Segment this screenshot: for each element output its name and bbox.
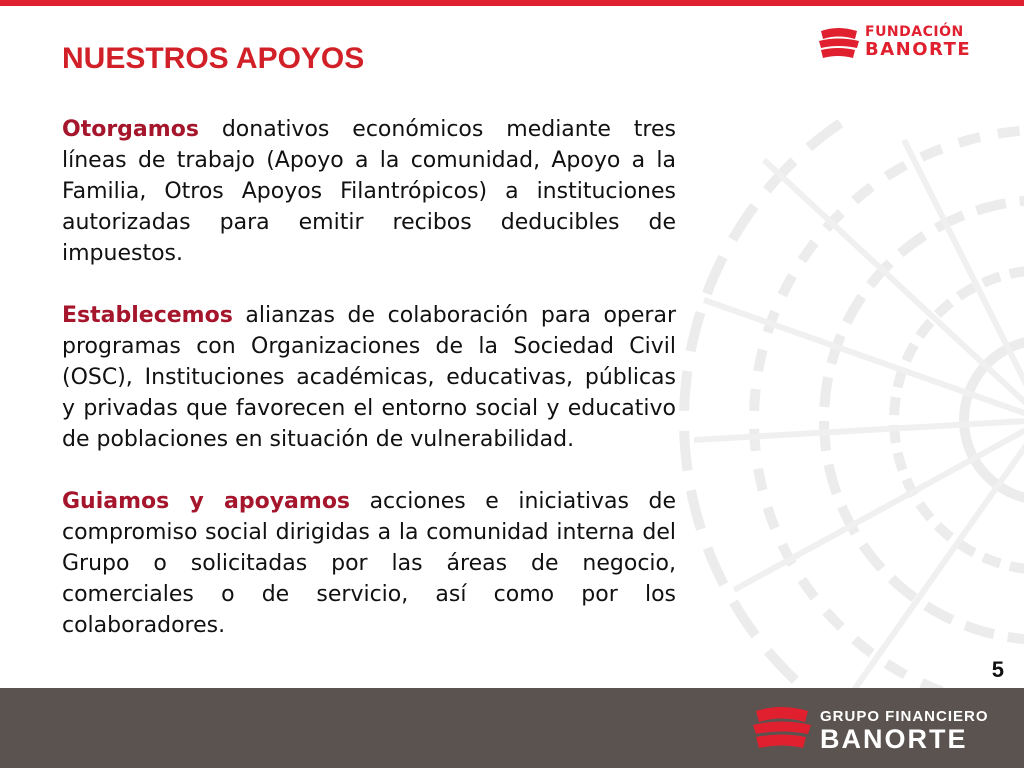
logo-line-2: BANORTE (820, 724, 968, 754)
logo-line-1: FUNDACIÓN (865, 24, 964, 40)
paragraph-otorgamos (62, 114, 676, 269)
paragraph-lead: Establecemos (62, 303, 233, 328)
paragraph-lead: Otorgamos (62, 117, 199, 142)
slide-body (62, 114, 676, 672)
paragraph-text: acciones e iniciativas de compromiso social dirigidas a la comunidad interna del Grupo o solicitadas por las áreas de negocio, comerciales o de servicio, así como por los colaboradores. (62, 489, 676, 638)
fundacion-banorte-logo (815, 24, 990, 64)
paragraph-establecemos (62, 300, 676, 455)
grupo-financiero-banorte-logo (748, 706, 1018, 756)
paragraph-text: alianzas de colaboración para operar programas con Organizaciones de la Sociedad Civil (OSC), Instituciones académicas, educativas, públicas y privadas que favorecen el entorno social y educativo de poblaciones en situación de vulnerabilidad. (62, 303, 676, 452)
logo-line-1: GRUPO FINANCIERO (820, 708, 989, 725)
paragraph-guiamos (62, 486, 676, 641)
logo-line-2: BANORTE (865, 39, 972, 60)
top-accent-bar (0, 0, 1024, 6)
slide-title: NUESTROS APOYOS (62, 42, 365, 75)
banorte-logo-icon (748, 706, 814, 752)
page-number: 5 (991, 657, 1004, 682)
banorte-logo-icon (815, 27, 861, 61)
paragraph-lead: Guiamos y apoyamos (62, 489, 351, 514)
paragraph-text: donativos económicos mediante tres líneas de trabajo (Apoyo a la comunidad, Apoyo a la Familia, Otros Apoyos Filantrópicos) a instituciones autorizadas para emitir recibos deducibles de impuestos. (62, 117, 676, 266)
